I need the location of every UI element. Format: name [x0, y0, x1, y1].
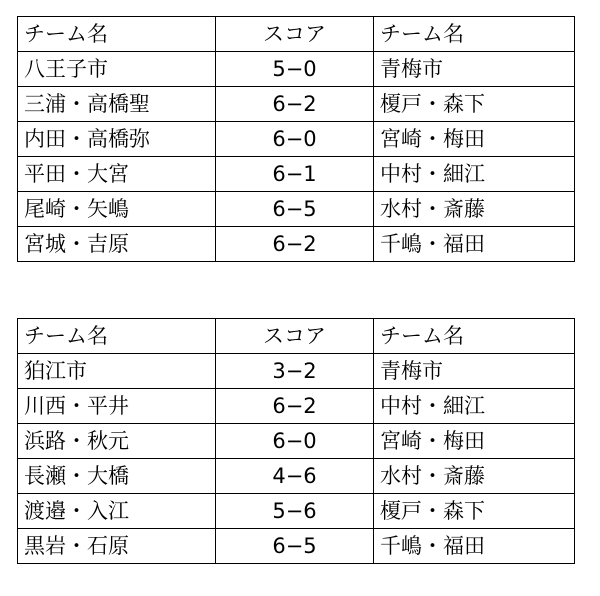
- table-header-row: [18, 319, 575, 354]
- table-row: [18, 157, 575, 192]
- score-cell: 6−2: [216, 389, 374, 424]
- team-left-cell: 浜路・秋元: [18, 424, 216, 459]
- team-right-cell: 千嶋・福田: [374, 227, 575, 262]
- column-header-score: スコア: [216, 319, 374, 354]
- score-cell: 6−1: [216, 157, 374, 192]
- score-cell: 6−2: [216, 227, 374, 262]
- team-left-cell: 尾崎・矢嶋: [18, 192, 216, 227]
- score-cell: 3−2: [216, 354, 374, 389]
- team-right-cell: 水村・斎藤: [374, 459, 575, 494]
- table-row: [18, 52, 575, 87]
- score-cell: 5−0: [216, 52, 374, 87]
- team-left-cell: 三浦・高橋聖: [18, 87, 216, 122]
- column-header-team-right: チーム名: [374, 17, 575, 52]
- team-right-cell: 青梅市: [374, 354, 575, 389]
- table-row: [18, 494, 575, 529]
- team-right-cell: 中村・細江: [374, 157, 575, 192]
- score-cell: 6−5: [216, 192, 374, 227]
- team-right-cell: 宮崎・梅田: [374, 122, 575, 157]
- score-cell: 6−0: [216, 122, 374, 157]
- score-cell: 6−0: [216, 424, 374, 459]
- score-cell: 4−6: [216, 459, 374, 494]
- table-row: [18, 529, 575, 564]
- team-right-cell: 宮崎・梅田: [374, 424, 575, 459]
- score-cell: 6−2: [216, 87, 374, 122]
- team-right-cell: 中村・細江: [374, 389, 575, 424]
- column-header-team-left: チーム名: [18, 319, 216, 354]
- team-left-cell: 長瀬・大橋: [18, 459, 216, 494]
- score-table-2: [17, 318, 575, 564]
- team-left-cell: 川西・平井: [18, 389, 216, 424]
- team-right-cell: 青梅市: [374, 52, 575, 87]
- table-row: [18, 227, 575, 262]
- team-left-cell: 黒岩・石原: [18, 529, 216, 564]
- team-left-cell: 渡邉・入江: [18, 494, 216, 529]
- team-left-cell: 宮城・吉原: [18, 227, 216, 262]
- score-table-1: [17, 16, 575, 262]
- score-cell: 6−5: [216, 529, 374, 564]
- table-row: [18, 87, 575, 122]
- team-right-cell: 千嶋・福田: [374, 529, 575, 564]
- column-header-team-right: チーム名: [374, 319, 575, 354]
- score-cell: 5−6: [216, 494, 374, 529]
- team-left-cell: 平田・大宮: [18, 157, 216, 192]
- table-row: [18, 424, 575, 459]
- team-left-cell: 八王子市: [18, 52, 216, 87]
- table-row: [18, 192, 575, 227]
- table-row: [18, 354, 575, 389]
- table-row: [18, 389, 575, 424]
- team-left-cell: 内田・高橋弥: [18, 122, 216, 157]
- team-right-cell: 榎戸・森下: [374, 494, 575, 529]
- column-header-score: スコア: [216, 17, 374, 52]
- table-row: [18, 122, 575, 157]
- team-right-cell: 水村・斎藤: [374, 192, 575, 227]
- team-left-cell: 狛江市: [18, 354, 216, 389]
- team-right-cell: 榎戸・森下: [374, 87, 575, 122]
- table-header-row: [18, 17, 575, 52]
- table-row: [18, 459, 575, 494]
- column-header-team-left: チーム名: [18, 17, 216, 52]
